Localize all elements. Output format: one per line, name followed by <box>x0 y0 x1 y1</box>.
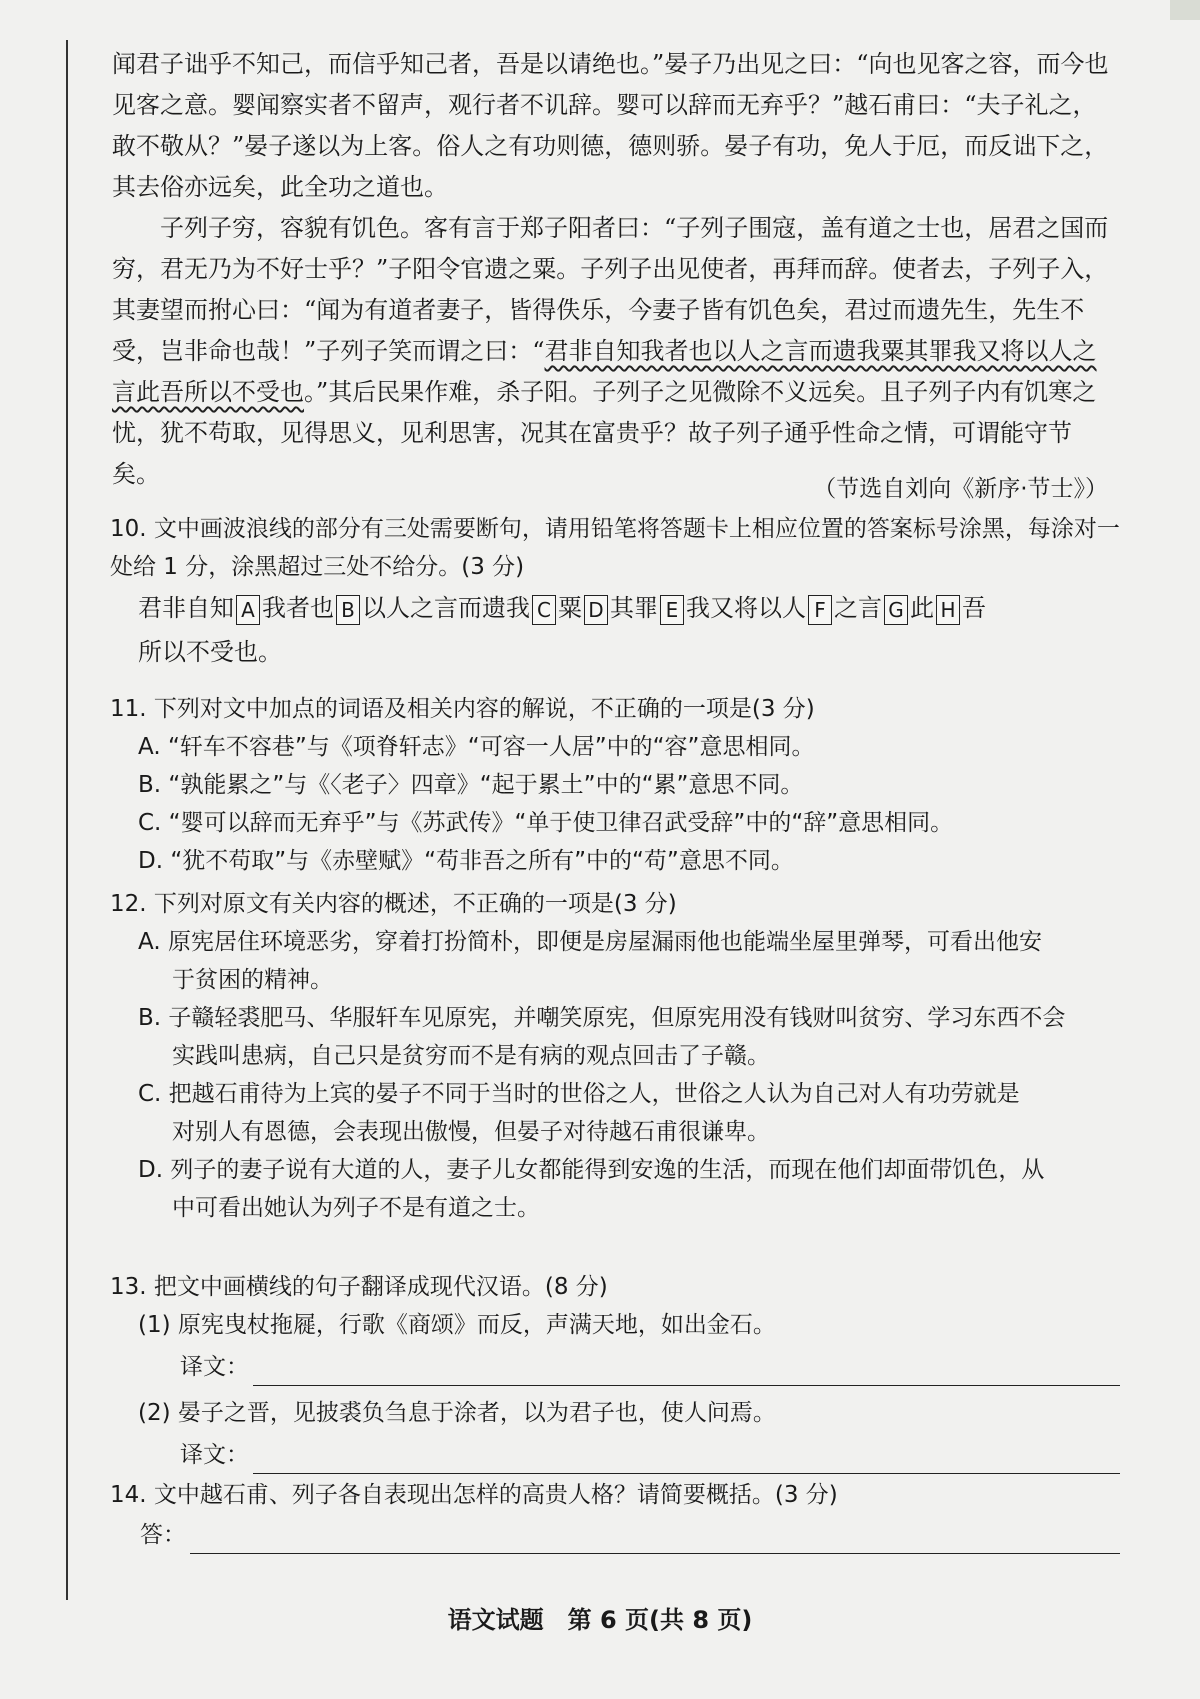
q10-box-c[interactable]: C <box>532 595 556 625</box>
passage-source: （节选自刘向《新序·节士》） <box>813 476 1108 502</box>
classical-passage <box>112 44 1112 495</box>
q10-tail: 所以不受也。 <box>138 638 282 666</box>
question-14 <box>110 1476 1120 1554</box>
margin-rule <box>66 40 68 1600</box>
q10-seg: 其罪 <box>610 594 658 622</box>
q10-stem: 10. 文中画波浪线的部分有三处需要断句，请用铅笔将答题卡上相应位置的答案标号涂黑，每涂对一处给 1 分，涂黑超过三处不给分。(3 分) <box>110 516 1120 580</box>
q13-sentence-1: (1) 原宪曳杖拖屣，行歌《商颂》而反，声满天地，如出金石。 <box>138 1312 776 1338</box>
passage-paragraph-1: 闻君子诎乎不知己，而信乎知己者，吾是以请绝也。”晏子乃出见之曰：“向也见客之容，而今也见客之意。婴闻察实者不留声，观行者不讥辞。婴可以辞而无弃乎？”越石甫曰：“夫子礼之，敢不敬从？”晏子遂以为上客。俗人之有功则德，德则骄。晏子有功，免人于厄，而反诎下之，其去俗亦远矣，此全功之道也。 <box>112 50 1109 201</box>
q13-answer-1 <box>110 1348 1120 1386</box>
q12-option-d-line2: 中可看出她认为列子不是有道之士。 <box>172 1195 540 1221</box>
q10-seg: 我又将以人 <box>686 594 806 622</box>
q10-seg: 以人之言而遗我 <box>362 594 530 622</box>
q10-segmentation-line <box>110 586 1120 630</box>
q10-box-a[interactable]: A <box>236 595 260 625</box>
q13-answer-2 <box>110 1436 1120 1474</box>
q10-box-d[interactable]: D <box>584 595 608 625</box>
q11-option-c[interactable]: C. “婴可以辞而无弃乎”与《苏武传》“单于使卫律召武受辞”中的“辞”意思相同。 <box>138 810 954 836</box>
q10-box-b[interactable]: B <box>336 595 360 625</box>
q12-option-a-line1: A. 原宪居住环境恶劣，穿着打扮简朴，即便是房屋漏雨他也能端坐屋里弹琴，可看出他安 <box>138 929 1042 955</box>
q10-seg: 之言 <box>834 594 882 622</box>
q10-seg: 吾 <box>962 594 986 622</box>
translation-label: 译文： <box>180 1442 249 1468</box>
q13-sentence-2: (2) 晏子之晋，见披裘负刍息于涂者，以为君子也，使人问焉。 <box>138 1400 776 1426</box>
question-10 <box>110 510 1120 674</box>
q12-option-c-line1: C. 把越石甫待为上宾的晏子不同于当时的世俗之人，世俗之人认为自己对人有功劳就是 <box>138 1081 1020 1107</box>
page-footer: 语文试题 第 6 页(共 8 页) <box>447 1606 753 1634</box>
question-13 <box>110 1268 1120 1474</box>
q11-option-d[interactable]: D. “犹不苟取”与《赤壁赋》“苟非吾之所有”中的“苟”意思不同。 <box>138 848 794 874</box>
q13-stem: 13. 把文中画横线的句子翻译成现代汉语。(8 分) <box>110 1274 608 1300</box>
q10-box-f[interactable]: F <box>808 595 832 625</box>
q10-seg: 粟 <box>558 594 582 622</box>
q12-option-a[interactable] <box>110 923 1120 999</box>
page-corner <box>1170 0 1200 20</box>
q14-answer-line[interactable] <box>190 1525 1120 1554</box>
q12-stem: 12. 下列对原文有关内容的概述，不正确的一项是(3 分) <box>110 891 677 917</box>
passage-p2-text: 子列子穷，容貌有饥色。客有言于郑子阳者曰：“子列子围寇，盖有道之士也，居君之国而穷，君无乃为不好士乎？”子阳令官遗之粟。子列子出见使者，再拜而辞。使者去，子列子入，其妻望而拊心曰：“闻为有道者妻子，皆得佚乐，今妻子皆有饥色矣，君过而遗先生，先生不受，岂非命也哉！”子列子笑而谓之曰：“ <box>112 214 1109 365</box>
q14-stem: 14. 文中越石甫、列子各自表现出怎样的高贵人格？请简要概括。(3 分) <box>110 1482 838 1508</box>
answer-label: 答： <box>140 1522 186 1548</box>
q12-option-b-line1: B. 子赣轻裘肥马、华服轩车见原宪，并嘲笑原宪，但原宪用没有钱财叫贫穷、学习东西不会 <box>138 1005 1066 1031</box>
question-12 <box>110 885 1120 1227</box>
q12-option-c-line2: 对别人有恩德，会表现出傲慢，但晏子对待越石甫很谦卑。 <box>172 1119 770 1145</box>
q11-option-a[interactable]: A. “轩车不容巷”与《项脊轩志》“可容一人居”中的“容”意思相同。 <box>138 734 815 760</box>
q10-seg: 此 <box>910 594 934 622</box>
q13-answer-line-1[interactable] <box>253 1357 1120 1386</box>
q11-option-b[interactable]: B. “孰能累之”与《〈老子〉四章》“起于累土”中的“累”意思不同。 <box>138 772 804 798</box>
question-11 <box>110 690 1120 880</box>
q10-box-h[interactable]: H <box>936 595 960 625</box>
q12-option-c[interactable] <box>110 1075 1120 1151</box>
q13-answer-line-2[interactable] <box>253 1445 1120 1474</box>
passage-p2-tail: 。”其后民果作难，杀子阳。子列子之见微除不义远矣。且子列子内有饥寒之忧，犹不苟取，见得思义，见利思害，况其在富贵乎？故子列子通乎性命之情，可谓能守节矣。 <box>112 378 1097 488</box>
q12-option-a-line2: 于贫困的精神。 <box>172 967 333 993</box>
q10-box-g[interactable]: G <box>884 595 908 625</box>
q10-seg: 我者也 <box>262 594 334 622</box>
wavy-underlined-sentence: 君非自知我者也以人之言而遗我粟其罪我又将以人之言此吾所以不受也 <box>112 337 1097 406</box>
q12-option-b-line2: 实践叫患病，自己只是贫穷而不是有病的观点回击了子赣。 <box>172 1043 770 1069</box>
q12-option-d[interactable] <box>110 1151 1120 1227</box>
passage-paragraph-2 <box>112 208 1112 495</box>
q12-option-b[interactable] <box>110 999 1120 1075</box>
q10-box-e[interactable]: E <box>660 595 684 625</box>
translation-label: 译文： <box>180 1354 249 1380</box>
q11-stem: 11. 下列对文中加点的词语及相关内容的解说，不正确的一项是(3 分) <box>110 696 815 722</box>
q12-option-d-line1: D. 列子的妻子说有大道的人，妻子儿女都能得到安逸的生活，而现在他们却面带饥色，从 <box>138 1157 1045 1183</box>
q10-seg: 君非自知 <box>138 594 234 622</box>
q14-answer <box>110 1516 1120 1554</box>
